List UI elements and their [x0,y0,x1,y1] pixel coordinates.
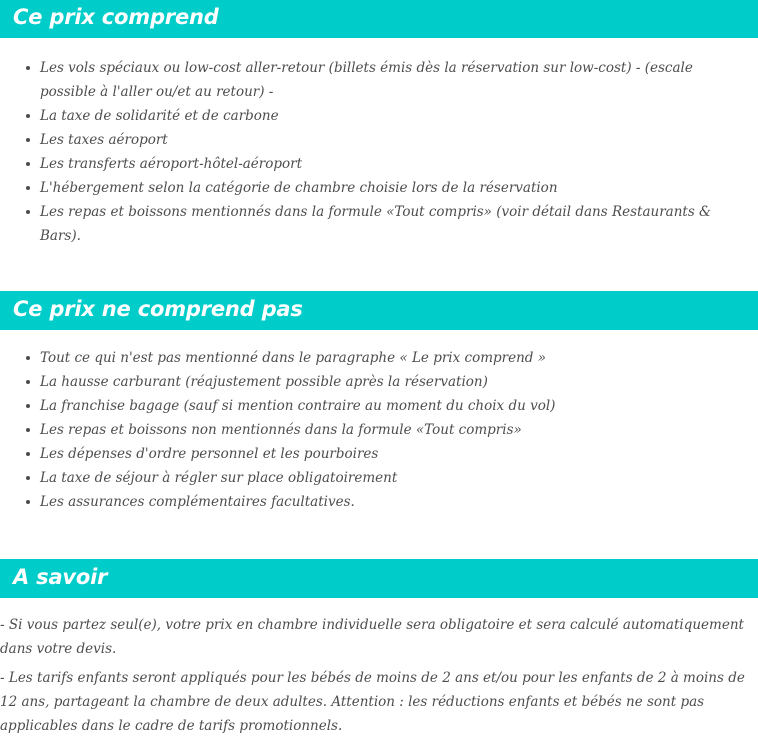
list-item: Les dépenses d'ordre personnel et les pourboires [0,442,758,466]
included-items-list [0,38,758,248]
section-header-ce-prix-comprend: Ce prix comprend [0,0,758,38]
section-a-savoir [0,559,758,738]
list-item: Les repas et boissons mentionnés dans la formule «Tout compris» (voir détail dans Restaurants & Bars). [0,200,758,248]
excluded-items-list [0,330,758,514]
section-spacer [0,514,758,559]
list-item: L'hébergement selon la catégorie de chambre choisie lors de la réservation [0,176,758,200]
section-header-a-savoir: A savoir [0,559,758,598]
list-item: Les transferts aéroport-hôtel-aéroport [0,152,758,176]
section-spacer [0,248,758,291]
section-header-ce-prix-ne-comprend-pas: Ce prix ne comprend pas [0,291,758,330]
note-paragraph: - Les tarifs enfants seront appliqués pour les bébés de moins de 2 ans et/ou pour les enfants de 2 à moins de 12 ans, partageant la chambre de deux adultes. Attention : les réductions enfants et bébés ne sont pas applicables dans le cadre de tarifs promotionnels. [0,670,745,734]
section-ce-prix-ne-comprend-pas [0,291,758,514]
list-item: La hausse carburant (réajustement possible après la réservation) [0,370,758,394]
section-ce-prix-comprend [0,0,758,248]
good-to-know-notes [0,598,758,738]
list-item: Les taxes aéroport [0,128,758,152]
list-item: Tout ce qui n'est pas mentionné dans le paragraphe « Le prix comprend » [0,346,758,370]
note-paragraph: - Si vous partez seul(e), votre prix en chambre individuelle sera obligatoire et sera calculé automatiquement dans votre devis. [0,617,744,657]
list-item: Les vols spéciaux ou low-cost aller-retour (billets émis dès la réservation sur low-cost) - (escale possible à l'aller ou/et au retour) - [0,56,758,104]
list-item: Les assurances complémentaires facultatives. [0,490,758,514]
list-item: La taxe de séjour à régler sur place obligatoirement [0,466,758,490]
list-item: La franchise bagage (sauf si mention contraire au moment du choix du vol) [0,394,758,418]
list-item: Les repas et boissons non mentionnés dans la formule «Tout compris» [0,418,758,442]
list-item: La taxe de solidarité et de carbone [0,104,758,128]
